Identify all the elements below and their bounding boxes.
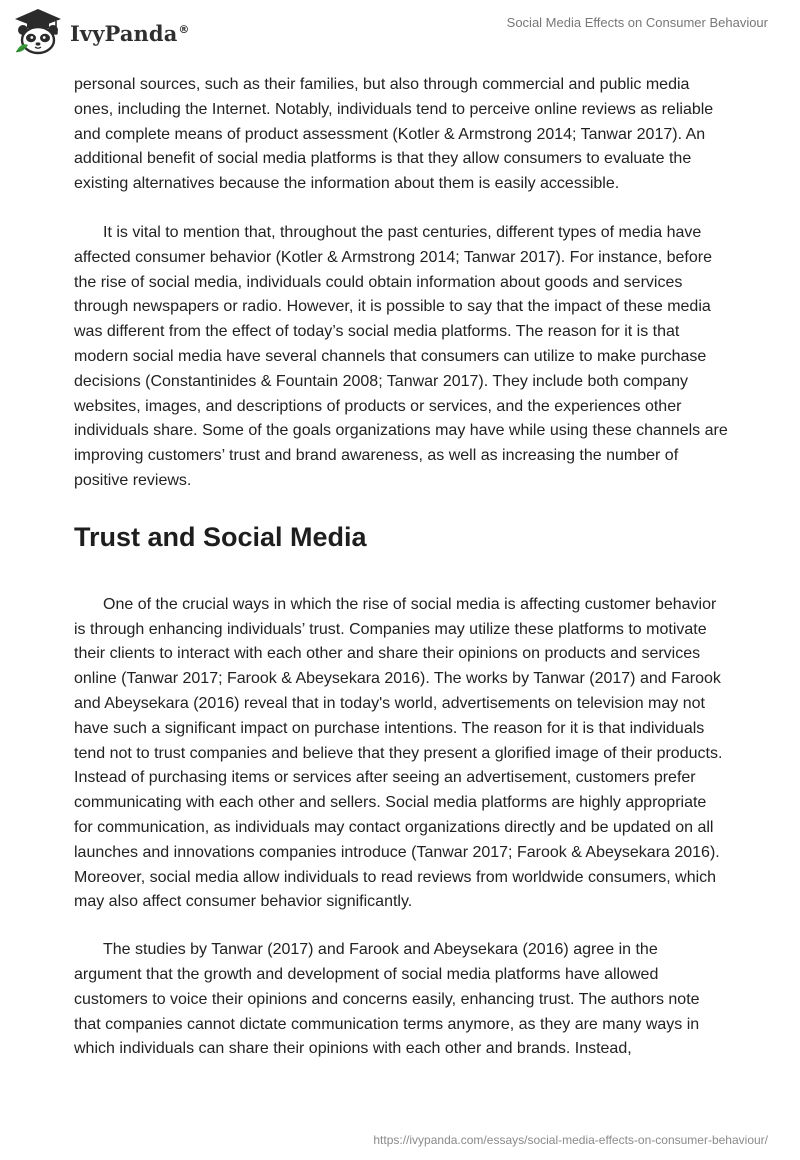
- brand-text: IvyPanda: [70, 20, 178, 46]
- brand-name: [70, 21, 190, 46]
- paragraph-3: One of the crucial ways in which the rise of social media is affecting customer behavior is through enhancing individuals’ trust. Companies may utilize these platforms to motivate their clients to interact with each other and share their opinions on products and services online (Tanwar 2017; Farook & Abeysekara 2016). The works by Tanwar (2017) and Farook and Abeysekara (2016) reveal that in today's world, advertisements on television may not have such a significant impact on purchase intentions. The reason for it is that individuals tend not to trust companies and believe that they present a glorified image of their products. Instead of purchasing items or services after seeing an advertisement, customers prefer communicating with each other and sellers. Social media platforms are highly appropriate for communication, as individuals may contact organizations directly and be updated on all launches and innovations companies introduce (Tanwar 2017; Farook & Abeysekara 2016). Moreover, social media allow individuals to read reviews from worldwide consumers, which may also affect consumer behavior significantly.: [74, 595, 723, 911]
- panda-graduation-cap-icon: [12, 8, 64, 58]
- document-title: Social Media Effects on Consumer Behaviour: [506, 15, 768, 30]
- ivypanda-logo[interactable]: [12, 8, 190, 58]
- essay-content: [74, 73, 729, 1062]
- paragraph-2: It is vital to mention that, throughout the past centuries, different types of media have affected consumer behavior (Kotler & Armstrong 2014; Tanwar 2017). For instance, before the rise of social media, individuals could obtain information about goods and services through newspapers or radio. However, it is possible to say that the impact of these media was different from the effect of today’s social media platforms. The reason for it is that modern social media have several channels that consumers can utilize to make purchase decisions (Constantinides & Fountain 2008; Tanwar 2017). They include both company websites, images, and descriptions of products or services, and the experiences other individuals share. Some of the goals organizations may have while using these channels are improving customers’ trust and brand awareness, as well as increasing the number of positive reviews.: [74, 223, 728, 489]
- section-heading: Trust and Social Media: [74, 521, 367, 552]
- source-url[interactable]: https://ivypanda.com/essays/social-media-effects-on-consumer-behaviour/: [373, 1133, 768, 1147]
- page-header: [0, 0, 800, 64]
- paragraph-1: personal sources, such as their families, but also through commercial and public media ones, including the Internet. Notably, individuals tend to perceive online reviews as reliable and complete means of product assessment (Kotler & Armstrong 2014; Tanwar 2017). An additional benefit of social media platforms is that they allow consumers to evaluate the existing alternatives because the information about them is easily accessible.: [74, 76, 714, 193]
- registered-mark: ®: [178, 22, 190, 36]
- paragraph-4: The studies by Tanwar (2017) and Farook and Abeysekara (2016) agree in the argument that the growth and development of social media platforms have allowed customers to voice their opinions and concerns easily, enhancing trust. The authors note that companies cannot dictate communication terms anymore, as they are many ways in which individuals can share their opinions with each other and brands. Instead,: [74, 941, 700, 1058]
